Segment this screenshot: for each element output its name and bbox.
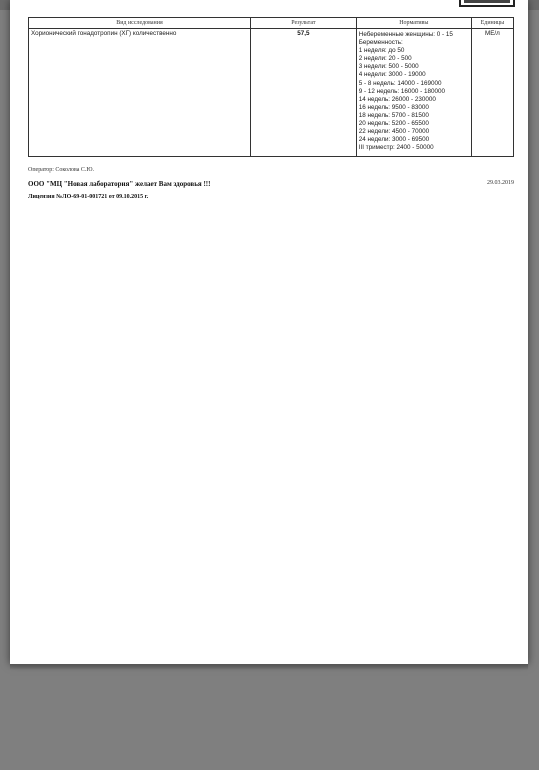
license-line: Лицензия №ЛО-69-01-001721 от 09.10.2015 г. — [28, 194, 149, 200]
norm-line: 9 - 12 недель: 16000 - 180000 — [358, 87, 445, 95]
norm-line: 22 недели: 4500 - 70000 — [358, 128, 430, 136]
lab-logo-fragment — [459, 0, 515, 7]
norm-line: 3 недели: 500 - 5000 — [358, 63, 419, 71]
header-units: Единицы — [471, 18, 513, 29]
cell-result-value: 57,5 — [250, 29, 356, 157]
norm-line: Небеременные женщины: 0 - 15 — [358, 31, 453, 38]
header-test: Вид исследования — [29, 18, 251, 29]
norm-line: III триместр: 2400 - 50000 — [358, 144, 434, 152]
cell-norms — [356, 29, 471, 157]
lab-logo-bar — [464, 0, 510, 3]
document-page[interactable] — [10, 0, 528, 664]
norm-line: 24 недели: 3000 - 69500 — [358, 136, 430, 144]
norm-line: 2 недели: 20 - 500 — [358, 55, 412, 63]
cell-test-name: Хорионический гонадотропин (ХГ) количественно — [29, 29, 251, 157]
norm-line: 20 недель: 5200 - 65500 — [358, 120, 429, 128]
greeting-line: ООО "МЦ "Новая лаборатория" желает Вам здоровья !!! — [28, 180, 211, 188]
header-result: Результат — [250, 18, 356, 29]
table-header-row — [29, 18, 514, 29]
operator-line: Оператор: Соколова С.Ю. — [28, 167, 95, 173]
norm-line: 1 неделя: до 50 — [358, 47, 405, 55]
norm-line: Беременность: — [358, 39, 403, 47]
cell-units: МЕ/л — [471, 29, 513, 157]
norm-line: 16 недель: 9500 - 83000 — [358, 103, 429, 111]
results-table — [28, 17, 514, 157]
norm-line: 18 недель: 5700 - 81500 — [358, 111, 429, 119]
norm-line: 4 недели: 3000 - 19000 — [358, 71, 426, 79]
page-shadow — [10, 664, 528, 670]
report-date: 29.03.2019 — [487, 180, 514, 186]
table-row — [29, 29, 514, 157]
header-norms: Нормативы — [356, 18, 471, 29]
norm-line: 5 - 8 недель: 14000 - 169000 — [358, 79, 442, 87]
norm-line: 14 недель: 26000 - 230000 — [358, 95, 436, 103]
